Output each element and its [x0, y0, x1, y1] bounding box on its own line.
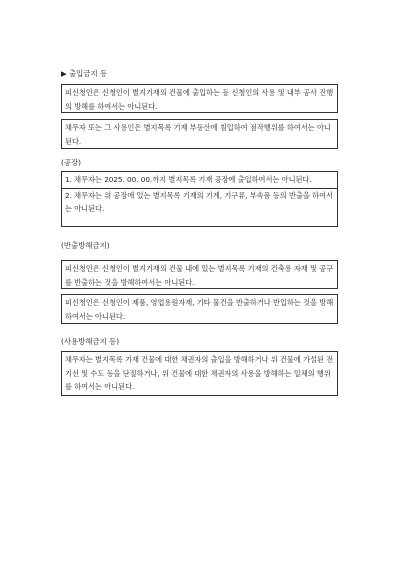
clause-box	[61, 260, 338, 289]
section-heading-removal-obstruction: (반출방해금지)	[61, 241, 110, 250]
clause-text: 채무자 또는 그 사용인은 별지목록 기재 부동산에 침입하여 점작행위를 하여서는 아니된다.	[65, 123, 331, 146]
clause-text: 2. 채무자는 위 공장에 있는 별지목록 기재의 기계, 기구류, 부속품 등의 반출을 하여서는 아니된다.	[65, 190, 333, 214]
clause-box	[61, 294, 338, 324]
clause-text: 피신청인은 신청인이 제품, 영업용원자재, 기타 물건을 반출하거나 반입하는 것을 방해하여서는 아니된다.	[65, 298, 334, 321]
clause-text: 1. 채무자는 2025. 00. 00.까지 별지목록 기재 공장에 출입하여서는 아니된다.	[65, 175, 312, 184]
section-heading-factory: (공장)	[61, 158, 82, 167]
section-heading-use-obstruction: (사용방해금지 등)	[61, 337, 120, 346]
clause-text: 피신청인은 신청인이 별지기재의 건물에 출입하는 등 신청인의 사용 및 내부 공사 진행의 방해를 하여서는 아니된다.	[65, 88, 334, 111]
section-heading-entry-ban: ▶ 출입금지 등	[61, 69, 108, 78]
clause-text: 채무자는 별지목록 기재 건물에 대한 채권자의 출입을 방해하거나 위 건물에 가설된 전기선 및 수도 등을 단절하거나, 위 건물에 대한 채권자의 사용을 방해하는 일체의 행위를 하여서는 아니된다.	[65, 355, 334, 392]
clause-box	[61, 84, 338, 113]
clause-text: 피신청인은 신청인이 별지기재의 건물 내에 있는 별지목록 기재의 건축용 자재 및 공구를 반출하는 것을 방해하여서는 아니된다.	[65, 264, 334, 287]
clause-box	[61, 351, 338, 396]
clause-divider	[62, 188, 337, 216]
clause-box	[61, 171, 338, 227]
clause-box	[61, 119, 338, 149]
